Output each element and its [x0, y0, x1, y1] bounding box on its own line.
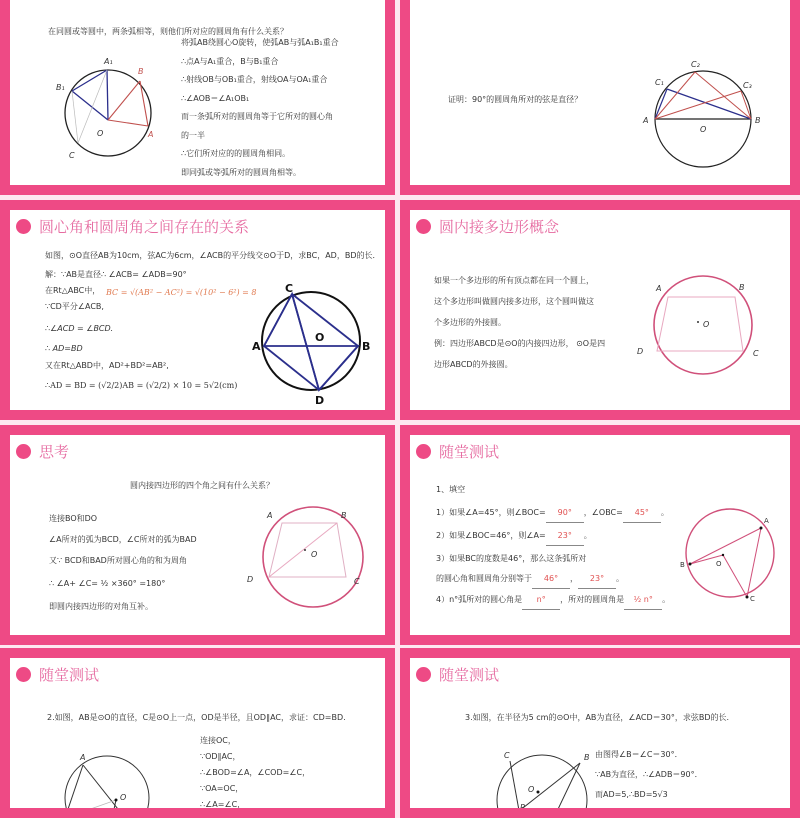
slide-2-question: 证明：90°的圆周角所对的弦是直径？	[448, 95, 583, 104]
slide-thumbnail-4[interactable]	[400, 200, 800, 420]
slide-1-proof: 将弧AB绕圆心O旋转，使弧AB与弧A₁B₁重合 ∴点A与A₁重合，B与B₁重合 ∴射线OB与OB₁重合，射线OA与OA₁重合 ∴∠AOB＝∠A₁OB₁ 而一条弧所对的圆周角等于它所对的圆心角 的一半 ∴它们所对应的的圆周角相同。 即同弧或等弧所对的圆周角相等。	[181, 38, 339, 177]
slide-8-title: 随堂测试	[439, 666, 500, 684]
slide-1-diagram	[50, 55, 180, 165]
slide-6-header	[416, 441, 499, 462]
svg-text:C: C	[753, 349, 759, 358]
slide-3-problem: 如图，⊙O直径AB为10cm，弦AC为6cm，∠ACB的平分线交⊙O于D，求BC，AD，BD的长．	[45, 251, 381, 260]
slide-6-content	[410, 435, 790, 635]
slide-6-heading: 1、填空	[436, 485, 466, 494]
slide-7-title: 随堂测试	[39, 666, 100, 684]
slide-4-header	[416, 216, 559, 237]
slide-thumbnail-2[interactable]	[400, 0, 800, 195]
svg-text:O: O	[97, 129, 104, 138]
svg-text:O: O	[528, 785, 535, 794]
slide-3-formula: BC = √(AB² − AC²) = √(10² − 6²) = 8	[106, 288, 257, 297]
slide-thumbnail-1[interactable]	[0, 0, 395, 195]
fill-item-4: 4）n°弧所对的圆心角是 n° ，所对的圆周角是 ½ n° 。	[436, 590, 670, 610]
slide-5-reasoning: 连接BO和DO ∠A所对的弧为BCD，∠C所对的弧为BAD 又∵ BCD和BAD所对圆心角的和为周角 ∴ ∠A+ ∠C= ½ ×360° =180° 即圆内接四边形的对角互补。	[49, 514, 197, 611]
fill-item-2: 2）如果∠BOC=46°，则∠A= 23° 。	[436, 526, 592, 546]
svg-text:A: A	[148, 130, 154, 139]
svg-text:C₃: C₃	[743, 81, 752, 90]
slide-7-content	[10, 658, 385, 808]
bullet-dot-icon	[416, 219, 431, 234]
svg-text:B: B	[680, 561, 685, 569]
fill-item-3b: 的圆心角和圆周角分别等于 46° ， 23° 。	[436, 569, 624, 589]
slide-2-content	[410, 0, 790, 185]
svg-text:O: O	[120, 793, 127, 802]
svg-text:O: O	[716, 560, 722, 568]
bullet-dot-icon	[416, 667, 431, 682]
slide-thumbnail-7[interactable]	[0, 648, 395, 818]
svg-text:P: P	[520, 803, 525, 812]
slide-thumbnail-8[interactable]	[400, 648, 800, 818]
slide-8-content	[410, 658, 790, 812]
svg-text:A: A	[80, 753, 86, 762]
svg-text:C: C	[285, 282, 294, 295]
svg-text:C₁: C₁	[655, 78, 664, 87]
slide-5-header	[16, 441, 69, 462]
svg-text:A: A	[656, 284, 662, 293]
bullet-dot-icon	[16, 219, 31, 234]
answer-blank[interactable]: 23°	[546, 526, 584, 546]
fill-item-3: 3）如果BC的度数是46°，那么这条弧所对	[436, 554, 587, 563]
svg-text:A₁: A₁	[104, 57, 113, 66]
svg-text:O: O	[311, 550, 318, 559]
bullet-dot-icon	[416, 444, 431, 459]
answer-blank[interactable]: 45°	[623, 503, 661, 523]
slide-2-diagram	[640, 55, 780, 175]
svg-text:B: B	[755, 116, 761, 125]
svg-text:D: D	[315, 394, 325, 407]
svg-text:D: D	[247, 575, 254, 584]
slide-7-header	[16, 664, 99, 685]
svg-text:B₁: B₁	[56, 83, 65, 92]
slide-thumbnail-5[interactable]	[0, 425, 395, 645]
svg-text:B: B	[341, 511, 347, 520]
svg-text:B: B	[138, 67, 144, 76]
slide-5-content	[10, 435, 385, 635]
svg-text:A: A	[267, 511, 273, 520]
slide-3-solution: 解：∵AB是直径∴ ∠ACB= ∠ADB=90° 在Rt△ABC中， ∵CD平分∠ACB, ∴∠ACD = ∠BCD. ∴ AD=BD 又在Rt△ABD中，AD²+BD²=AB², ∴AD = BD = (√2/2)AB = (√2/2) × 10 = 5√2(cm)	[45, 270, 238, 390]
slide-7-diagram	[60, 748, 170, 808]
svg-text:C: C	[750, 595, 755, 603]
svg-text:B: B	[362, 340, 371, 353]
slide-3-content	[10, 210, 385, 410]
slide-4-diagram	[625, 270, 775, 390]
slide-thumbnail-3[interactable]	[0, 200, 395, 420]
fill-item-1: 1）如果∠A=45°，则∠BOC= 90° ，∠OBC= 45° 。	[436, 503, 669, 523]
slide-3-header	[16, 216, 249, 237]
slide-7-proof: 连接OC， ∵OD∥AC， ∴∠BOD=∠A，∠COD=∠C， ∵OA=OC， ∴∠A=∠C，	[200, 736, 311, 808]
slide-3-diagram	[245, 278, 385, 408]
svg-text:A: A	[764, 517, 769, 525]
svg-text:C: C	[504, 751, 510, 760]
svg-text:A: A	[643, 116, 649, 125]
svg-text:C₂: C₂	[691, 60, 700, 69]
svg-text:C: C	[354, 577, 360, 586]
answer-blank[interactable]: n°	[522, 590, 560, 610]
slide-8-diagram	[490, 746, 600, 812]
slide-1-content	[10, 0, 385, 185]
slide-7-problem: 2.如图，AB是⊙O的直径，C是⊙O上一点，OD是半径，且OD∥AC，求证：CD=BD.	[47, 713, 346, 722]
slide-4-title: 圆内接多边形概念	[439, 218, 560, 236]
answer-blank[interactable]: 90°	[546, 503, 584, 523]
slide-thumbnail-6[interactable]	[400, 425, 800, 645]
slide-4-content	[410, 210, 790, 410]
answer-blank[interactable]: ½ n°	[624, 590, 662, 610]
svg-text:O: O	[703, 320, 710, 329]
svg-text:B: B	[584, 753, 590, 762]
svg-text:O: O	[700, 125, 707, 134]
slide-8-solution: 由图得∠B＝∠C＝30°． ∵AB为直径，∴∠ADB＝90°． 而AD=5,∴BD=5√3	[595, 750, 703, 799]
slide-6-title: 随堂测试	[439, 443, 500, 461]
slide-5-question: 圆内接四边形的四个角之间有什么关系？	[130, 481, 274, 490]
slide-4-definition: 如果一个多边形的所有顶点都在同一个圆上， 这个多边形叫做圆内接多边形，这个圆叫做这 个多边形的外接圆。 例：四边形ABCD是⊙O的内接四边形， ⊙O是四 边形ABCD的外接圆。	[434, 276, 606, 369]
bullet-dot-icon	[16, 444, 31, 459]
slide-6-diagram	[680, 495, 790, 605]
slide-8-problem: 3.如图，在半径为5 cm的⊙O中，AB为直径，∠ACD＝30°，求弦BD的长.	[465, 713, 730, 722]
svg-text:A: A	[252, 340, 261, 353]
slide-5-diagram	[235, 500, 385, 620]
slide-8-header	[416, 664, 499, 685]
answer-blank[interactable]: 23°	[578, 569, 616, 589]
slide-3-title: 圆心角和圆周角之间存在的关系	[39, 218, 250, 236]
svg-text:D: D	[637, 347, 644, 356]
answer-blank[interactable]: 46°	[532, 569, 570, 589]
slide-5-title: 思考	[39, 443, 70, 461]
slide-1-question: 在同圆或等圆中，两条弧相等，则他们所对应的圆周角有什么关系？	[48, 27, 288, 36]
svg-text:O: O	[315, 331, 325, 344]
svg-text:C: C	[69, 151, 75, 160]
svg-text:B: B	[739, 283, 745, 292]
bullet-dot-icon	[16, 667, 31, 682]
